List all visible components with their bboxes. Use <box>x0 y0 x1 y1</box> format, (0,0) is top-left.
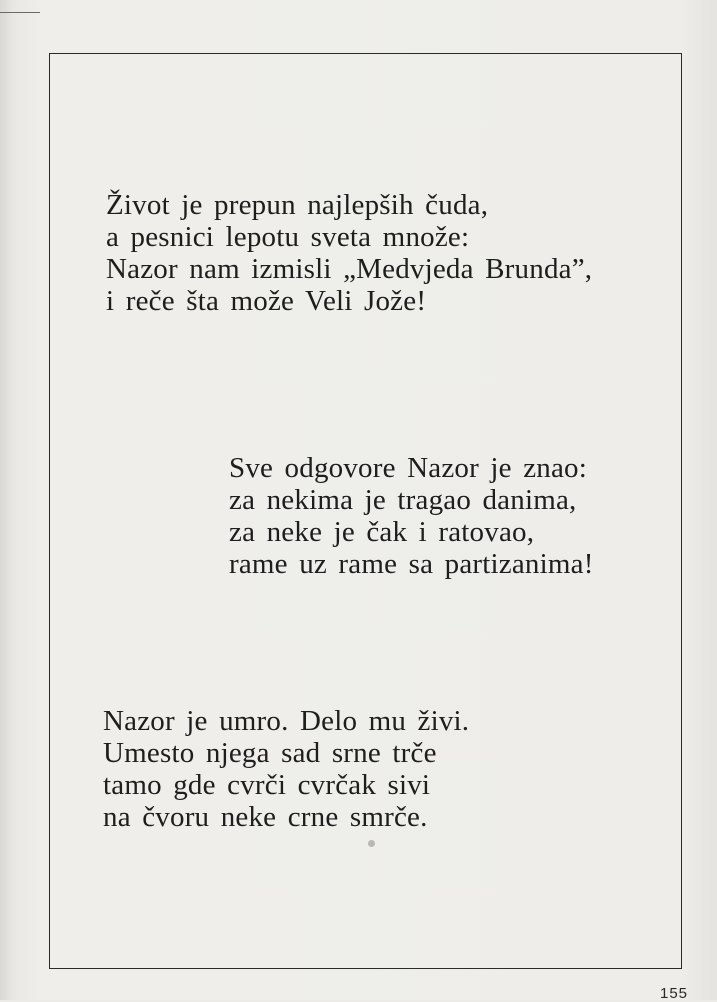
poem-line: i reče šta može Veli Jože! <box>106 285 427 317</box>
poem-line: a pesnici lepotu sveta množe: <box>106 221 470 253</box>
page-number: 155 <box>660 985 689 1002</box>
poem-line: Nazor nam izmisli „Medvjeda Brunda”, <box>106 253 593 285</box>
stanza-1 <box>106 189 592 317</box>
poem-line: tamo gde cvrči cvrčak sivi <box>103 769 431 801</box>
poem-line: na čvoru neke crne smrče. <box>103 801 428 833</box>
poem-line: Nazor je umro. Delo mu živi. <box>103 705 470 737</box>
poem-line: Sve odgovore Nazor je znao: <box>229 452 588 484</box>
poem-line: Život je prepun najlepših čuda, <box>106 189 489 221</box>
stanza-2 <box>229 452 594 580</box>
poem-line: za nekima je tragao danima, <box>229 484 577 516</box>
decorative-dot <box>368 840 375 847</box>
poem-line: za neke je čak i ratovao, <box>229 516 535 548</box>
stanza-3 <box>103 705 469 833</box>
poem-line: Umesto njega sad srne trče <box>103 737 437 769</box>
top-edge-rule <box>0 12 40 13</box>
poem-line: rame uz rame sa partizanima! <box>229 548 594 580</box>
